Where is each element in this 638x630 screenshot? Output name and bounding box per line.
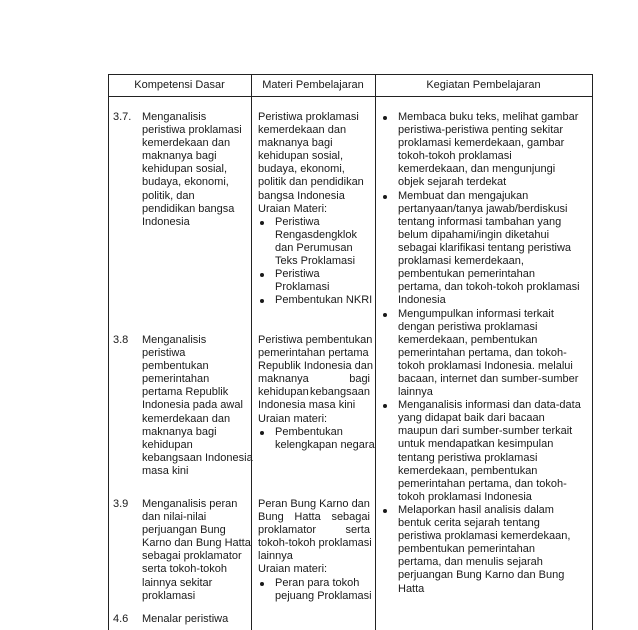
kegiatan-item-line: kemerdekaan, pembentukan: [398, 464, 538, 477]
kegiatan-item: [398, 111, 578, 190]
materi-bullet-icon: [260, 221, 264, 225]
kd-text-line: proklamasi: [142, 589, 196, 602]
kd-text-line: Indonesia pada awal: [142, 399, 243, 412]
materi-text: [258, 498, 372, 577]
kegiatan-bullet-icon: [383, 404, 387, 408]
materi-bullet-item-line: Proklamasi: [275, 281, 330, 294]
kd-text-line: peristiwa: [142, 347, 186, 360]
kegiatan-item-line: pembentukan pemerintahan: [398, 268, 535, 281]
kd-text-line: politik, dan: [142, 189, 195, 202]
kd-text-line: Menganalisis peran: [142, 498, 238, 510]
kegiatan-item-line: tentang informasi tambahan yang: [398, 215, 562, 228]
materi-text-line: bangsa Indonesia: [258, 189, 345, 202]
kd-text-line: lainnya sekitar: [142, 576, 213, 589]
materi-bullet-item-line: Peran para tokoh: [275, 576, 360, 589]
kegiatan-item-line: peristiwa proklamasi kemerdekaan,: [398, 530, 571, 543]
kd-text: [142, 498, 251, 603]
kegiatan-item: [398, 308, 578, 400]
kd-text-line: pembentukan: [142, 360, 209, 373]
materi-text-line: budaya, ekonomi,: [258, 163, 345, 176]
header-kompetensi-dasar: Kompetensi Dasar: [134, 79, 225, 91]
materi-text-line: Indonesia masa kini: [258, 399, 356, 412]
kegiatan-item-line: pertama, dan tokoh-tokoh proklamasi: [398, 281, 580, 294]
materi-bullet-item: [275, 577, 372, 603]
kegiatan-item-line: pemerintahan pertama, dan tokoh-: [398, 477, 567, 490]
kd-text-line: pemerintahan: [142, 373, 210, 386]
kegiatan-bullet-icon: [383, 116, 387, 120]
materi-bullet-item-line: pejuang Proklamasi: [275, 589, 372, 602]
kd-number: 3.9: [113, 498, 129, 510]
materi-text-line: pemerintahan pertama: [258, 347, 369, 360]
materi-bullet-icon: [260, 299, 264, 303]
table-col-divider-2: [375, 74, 376, 630]
kegiatan-item-line: proklamasi kemerdekaan,: [398, 255, 524, 268]
materi-text-line: Peran Bung Karno dan: [258, 498, 370, 510]
materi-text-line: Republik Indonesia dan: [258, 360, 373, 373]
kd-text: [142, 111, 242, 229]
kegiatan-item-line: Hatta: [398, 582, 425, 595]
kd-text-line: maknanya bagi: [142, 150, 217, 163]
kegiatan-item-line: tokoh-tokoh proklamasi: [398, 150, 512, 163]
kegiatan-item-line: bacaan, internet dan sumber-sumber: [398, 372, 579, 385]
kegiatan-item-line: sebagai klarifikasi tentang peristiwa: [398, 241, 572, 254]
materi-text-line: kemerdekaan dan: [258, 124, 347, 137]
kegiatan-item-line: Mengumpulkan informasi terkait: [398, 307, 554, 320]
table-header-border: [108, 96, 592, 97]
materi-text-line: Peristiwa proklamasi: [258, 111, 359, 123]
materi-text-line: lainnya: [258, 550, 293, 563]
materi-text-line: politik dan pendidikan: [258, 176, 364, 189]
kegiatan-bullet-icon: [383, 509, 387, 513]
kd-text-line: budaya, ekonomi,: [142, 176, 229, 189]
header-materi-pembelajaran: Materi Pembelajaran: [262, 79, 364, 91]
kegiatan-item-line: lainnya: [398, 386, 433, 399]
table-right-border: [592, 74, 593, 630]
kegiatan-item-line: yang didapat baik dari bacaan: [398, 412, 545, 425]
kegiatan-item-line: belum dipahami/ingin diketahui: [398, 228, 550, 241]
kegiatan-item-line: kemerdekaan, pembentukan: [398, 333, 538, 346]
kegiatan-item-line: bentuk cerita sejarah tentang: [398, 517, 540, 530]
kd-text-line: serta tokoh-tokoh: [142, 563, 227, 576]
kd-text-line: Indonesia: [142, 215, 190, 228]
kd-text-line: dan nilai-nilai: [142, 511, 207, 524]
materi-text-line: Uraian Materi:: [258, 202, 328, 215]
kegiatan-item-line: dengan peristiwa proklamasi: [398, 320, 538, 333]
kd-text-line: Menganalisis: [142, 111, 207, 123]
kegiatan-item-line: tokoh proklamasi Indonesia: [398, 490, 532, 503]
header-kegiatan-pembelajaran: Kegiatan Pembelajaran: [426, 79, 541, 91]
kegiatan-item-line: proklamasi kemerdekaan, gambar: [398, 137, 565, 150]
materi-text: [258, 111, 364, 216]
materi-bullet-item-line: dan Perumusan: [275, 241, 353, 254]
materi-bullet-item: [275, 294, 372, 307]
kegiatan-item-line: Membaca buku teks, melihat gambar: [398, 111, 579, 123]
materi-text-line: Peristiwa pembentukan: [258, 334, 373, 346]
kegiatan-item-line: kemerdekaan, dan mengunjungi: [398, 163, 556, 176]
kegiatan-item-line: objek sejarah terdekat: [398, 176, 507, 189]
table-left-border: [108, 74, 109, 630]
kd-number: 3.7.: [113, 111, 132, 123]
materi-text-line: kehidupan kebangsaan: [258, 386, 370, 399]
kegiatan-item-line: pertanyaan/tanya jawab/berdiskusi: [398, 202, 568, 215]
kegiatan-item: [398, 399, 581, 504]
materi-bullet-icon: [260, 582, 264, 586]
kegiatan-item-line: tentang peristiwa proklamasi: [398, 451, 538, 464]
kegiatan-item: [398, 504, 570, 596]
kd-text: [142, 334, 253, 478]
materi-text-line: Bung Hatta sebagai: [258, 511, 370, 524]
materi-bullet-item-line: Rengasdengklok: [275, 228, 357, 241]
kd-text-line: masa kini: [142, 464, 189, 477]
kegiatan-item-line: peristiwa-peristiwa penting sekitar: [398, 124, 564, 137]
kegiatan-item-line: perjuangan Bung Karno dan Bung: [398, 569, 565, 582]
kd-text-line: Karno dan Bung Hatta: [142, 537, 251, 550]
kegiatan-item-line: Indonesia: [398, 294, 446, 307]
kegiatan-item: [398, 190, 580, 308]
materi-text-line: Uraian materi:: [258, 563, 328, 576]
materi-bullet-item: [275, 426, 375, 452]
materi-bullet-icon: [260, 431, 264, 435]
materi-text-line: tokoh-tokoh proklamasi: [258, 537, 372, 550]
kd-number: 4.6: [113, 613, 129, 625]
materi-bullet-item: [275, 268, 329, 294]
kegiatan-item-line: Membuat dan mengajukan: [398, 189, 529, 202]
materi-bullet-item-line: Peristiwa: [275, 215, 320, 228]
materi-bullet-item-line: Pembentukan: [275, 425, 343, 438]
kd-text-line: perjuangan Bung: [142, 524, 226, 537]
kd-text-line: kemerdekaan dan: [142, 137, 231, 150]
materi-text-line: proklamator serta: [258, 524, 370, 537]
kegiatan-item-line: untuk mendapatkan kesimpulan: [398, 438, 554, 451]
materi-bullet-item-line: kelengkapan negara: [275, 438, 375, 451]
kegiatan-item-line: pertama, dan menulis sejarah: [398, 556, 543, 569]
materi-bullet-item-line: Pembentukan NKRI: [275, 294, 373, 307]
materi-bullet-item-line: Peristiwa: [275, 268, 320, 281]
kegiatan-item-line: maupun dari sumber-sumber terkait: [398, 425, 573, 438]
kegiatan-item-line: pembentukan pemerintahan: [398, 543, 535, 556]
kegiatan-bullet-icon: [383, 195, 387, 199]
kegiatan-item-line: Menganalisis informasi dan data-data: [398, 399, 581, 412]
kegiatan-item-line: pemerintahan pertama, dan tokoh-: [398, 346, 567, 359]
kegiatan-bullet-icon: [383, 313, 387, 317]
materi-text: [258, 334, 373, 426]
kd-text-line: kebangsaan Indonesia: [142, 451, 253, 464]
materi-bullet-item: [275, 216, 357, 268]
materi-text-line: maknanya bagi: [258, 373, 370, 386]
kd-text-line: Menganalisis: [142, 334, 207, 346]
materi-bullet-item-line: Teks Proklamasi: [275, 255, 356, 268]
materi-text-line: maknanya bagi: [258, 137, 333, 150]
materi-text-line: kehidupan sosial,: [258, 150, 344, 163]
kd-text-line: kehidupan: [142, 438, 193, 451]
kd-number: 3.8: [113, 334, 129, 346]
kd-text-line: maknanya bagi: [142, 425, 217, 438]
kd-text-line: kemerdekaan dan: [142, 412, 231, 425]
materi-text-line: Uraian materi:: [258, 412, 328, 425]
kd-text-line: Menalar peristiwa: [142, 613, 229, 625]
kegiatan-item-line: tokoh proklamasi Indonesia. melalui: [398, 359, 573, 372]
materi-bullet-icon: [260, 273, 264, 277]
kd-text-line: peristiwa proklamasi: [142, 124, 242, 137]
kd-text-line: pertama Republik: [142, 386, 229, 399]
kd-text-line: pendidikan bangsa: [142, 202, 235, 215]
kd-text-line: sebagai proklamator: [142, 550, 242, 563]
kd-text: [142, 613, 228, 626]
kd-text-line: kehidupan sosial,: [142, 163, 228, 176]
kegiatan-item-line: Melaporkan hasil analisis dalam: [398, 504, 554, 516]
